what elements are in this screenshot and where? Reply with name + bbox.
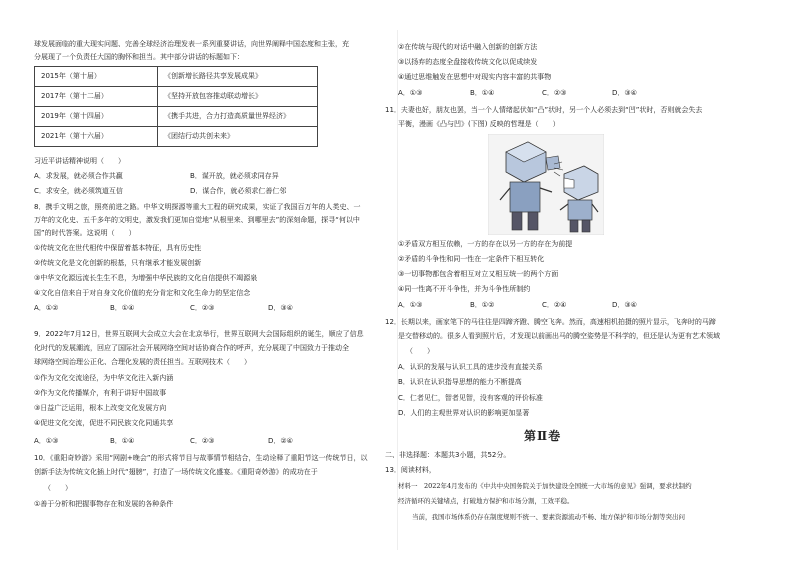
q10-answer-b: B．①④ xyxy=(470,89,495,97)
q11-option-3: ③一切事物都包含着相互对立又相互统一的两个方面 xyxy=(398,270,559,278)
table-row xyxy=(35,67,318,87)
table-cell-year: 2019年（第十四届） xyxy=(35,107,158,127)
q9-option-2: ②作为文化传播媒介，有利于讲好中国故事 xyxy=(34,389,167,397)
q9-option-1: ①作为文化交流途径，为中华文化注入新内涵 xyxy=(34,374,174,382)
q11-answer-b: B．①② xyxy=(470,301,495,309)
part2-heading: 二、非选择题：本题共3小题，共52分。 xyxy=(385,451,511,459)
q11-answer-a: A．①③ xyxy=(398,301,423,309)
material-1-line-3: 当前，我国市场体系仍存在制度规则不统一、要素资源流动不畅、地方保护和市场分割等突出问 xyxy=(412,513,685,521)
table-row xyxy=(35,107,318,127)
q7-option-b: B．谋开放，就必须求同存异 xyxy=(190,172,279,180)
q8-option-3: ③中华文化源远流长生生不息，为增强中华民族的文化自信提供不竭源泉 xyxy=(34,274,258,282)
q8-answer-b: B．①④ xyxy=(110,304,135,312)
table-cell-title: 《坚持开放包容推动联动增长》 xyxy=(158,87,318,107)
q12-line-2: 是交替移动的。很多人看到照片后，才发现以前画出马的腾空姿势是不科学的，但还是认为更有艺术领域 xyxy=(398,332,720,340)
table-cell-year: 2021年（第十六届） xyxy=(35,127,158,147)
q12-option-d: D．人们的主观世界对认识的影响更加显著 xyxy=(398,409,530,417)
table-row xyxy=(35,87,318,107)
table-row xyxy=(35,127,318,147)
concave-convex-cartoon xyxy=(488,134,604,235)
q11-line-2: 平衡，漫画《凸与凹》(下图) 反映的哲理是（ ） xyxy=(398,120,560,128)
q7-option-c: C．求安全，就必须筑道互信 xyxy=(34,187,123,195)
q10-answer-d: D．③④ xyxy=(612,89,637,97)
q7-stem: 习近平讲话精神说明（ ） xyxy=(34,157,125,165)
table-cell-year: 2015年（第十届） xyxy=(35,67,158,87)
q9-line-3: 球网络空间治理公正化、合理化发展的责任担当。互联网技术（ ） xyxy=(34,358,251,366)
q8-option-2: ②传统文化是文化创新的根基，只有继承才能发展创新 xyxy=(34,259,202,267)
q9-line-1: 9．2022年7月12日，世界互联网大会成立大会在北京举行，世界互联网大会国际组织的诞生，顺应了信息 xyxy=(34,330,364,338)
table-cell-title: 《团结行动共创未来》 xyxy=(158,127,318,147)
table-cell-year: 2017年（第十二届） xyxy=(35,87,158,107)
q9-answer-a: A．①③ xyxy=(34,437,59,445)
q7-option-a: A．求发展，就必须合作共赢 xyxy=(34,172,123,180)
section-title: 第Ⅱ卷 xyxy=(524,429,562,443)
q12-option-b: B．认识在认识指导思想的能力不断提高 xyxy=(398,378,522,386)
q8-line-3: 国”的时代答案。这说明（ ） xyxy=(34,229,136,237)
q7-option-d: D．谋合作，就必须求仁善仁邻 xyxy=(190,187,287,195)
table-cell-title: 《创新增长路径共享发展成果》 xyxy=(158,67,318,87)
intro-line-2: 分展现了一个负责任大国的胸怀和担当。其中部分讲话的标题如下： xyxy=(34,53,244,61)
speech-title-table xyxy=(34,66,318,147)
q12-line-1: 12．长期以来，画家笔下的马往往是四蹄齐蹬、腾空飞奔。然而，高速相机拍摄的照片显示，飞奔时的马蹄 xyxy=(385,318,716,326)
q8-line-2: 万年的文化史、五千多年的文明史，激发我们更加自觉地“从根里来、到哪里去”的深刻命题，探寻“何以中 xyxy=(34,216,360,224)
q10-line-2: 创新手法为传统文化插上时代“翅膀”，打造了一场传统文化盛宴。《重阳奇妙游》的成功在于 xyxy=(34,468,318,476)
q8-answer-c: C．②③ xyxy=(190,304,215,312)
q12-option-a: A．认识的发展与认识工具的进步没有直接关系 xyxy=(398,363,543,371)
q10-option-1: ①善于分析和把握事物存在和发展的各种条件 xyxy=(34,500,174,508)
q11-option-1: ①矛盾双方相互依赖，一方的存在以另一方的存在为前提 xyxy=(398,240,573,248)
q13-stem: 13．阅读材料， xyxy=(385,466,436,474)
q8-line-1: 8．携手文明之旅，照亮前进之路。中华文明探源等重大工程的研究成果，实证了我国百万年的人类史、一 xyxy=(34,203,361,211)
q10-answer-a: A．①③ xyxy=(398,89,423,97)
q9-answer-b: B．①④ xyxy=(110,437,135,445)
q10-option-3: ③以扬弃的态度全盘接收传统文化以促成续发 xyxy=(398,58,538,66)
q10-line-3: （ ） xyxy=(44,484,72,492)
q9-answer-c: C．②③ xyxy=(190,437,215,445)
q10-option-4: ④通过思维触发在思想中对现实内容丰富的共事物 xyxy=(398,73,552,81)
q9-option-3: ③日益广泛运用，根本上改变文化发展方向 xyxy=(34,404,167,412)
q11-option-4: ④同一性离不开斗争性，并为斗争性所制约 xyxy=(398,285,531,293)
q11-answer-c: C．②④ xyxy=(542,301,567,309)
q9-option-4: ④促进文化交流，促进不同民族文化同通共享 xyxy=(34,419,174,427)
material-1-line-2: 经济循环的关键堵点，打破地方保护和市场分割，工效平稳。 xyxy=(398,497,574,505)
q11-option-2: ②矛盾的斗争性和同一性在一定条件下相互转化 xyxy=(398,255,545,263)
q10-option-2: ②在传统与现代的对话中融入创新的创新方法 xyxy=(398,43,538,51)
q10-answer-c: C．②③ xyxy=(542,89,567,97)
q10-line-1: 10．《重阳奇妙游》采用“网剧+晚会”的形式将节目与故事情节相结合，生动诠释了重阳节这一传统节日，以 xyxy=(34,454,368,462)
q12-option-c: C．仁者见仁，智者见智，没有客观的评价标准 xyxy=(398,394,543,402)
table-cell-title: 《携手共进，合力打造高质量世界经济》 xyxy=(158,107,318,127)
q8-option-1: ①传统文化在世代相传中保留着基本特征，具有历史性 xyxy=(34,244,202,252)
q8-answer-a: A．①② xyxy=(34,304,59,312)
q12-line-3: （ ） xyxy=(406,347,434,355)
q9-line-2: 化时代的发展潮流，回应了国际社会开展网络空间对话协商合作的呼声，充分展现了中国致力于推动全 xyxy=(34,344,349,352)
q8-answer-d: D．③④ xyxy=(268,304,293,312)
q11-answer-d: D．③④ xyxy=(612,301,637,309)
material-1-line-1: 材料一 2022年4月发布的《中共中央国务院关于加快建设全国统一大市场的意见》强调，要求扶制约 xyxy=(398,482,692,490)
intro-line-1: 球发展面临的重大现实问题、完善全球经济治理发表一系列重要讲话，向世界阐释中国态度和主张，充 xyxy=(34,40,349,48)
q9-answer-d: D．②④ xyxy=(268,437,293,445)
q8-option-4: ④文化自信来自于对自身文化价值的充分肯定和文化生命力的坚定信念 xyxy=(34,289,251,297)
q11-line-1: 11．夫妻也好，朋友也罢，当一个人情绪起伏如“凸”状时，另一个人必须去到“凹”状时，否则就会失去 xyxy=(385,106,703,114)
